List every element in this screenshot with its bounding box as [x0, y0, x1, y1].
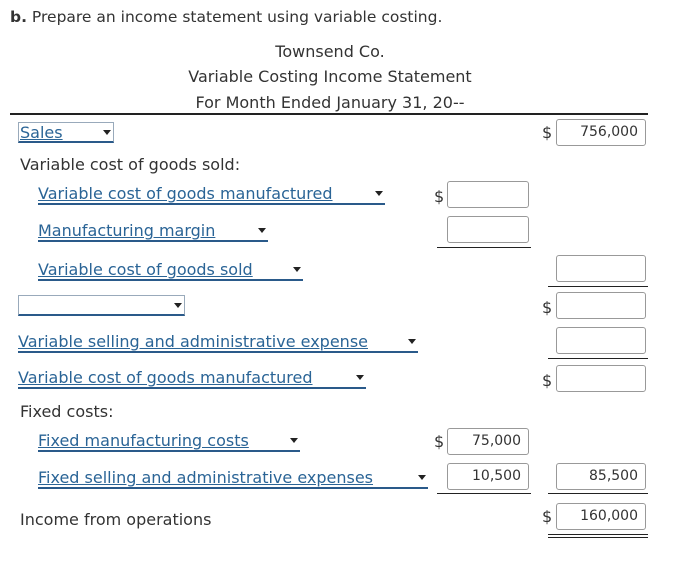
chevron-down-icon [293, 267, 301, 272]
company-name: Townsend Co. [275, 42, 385, 61]
manufacturing-margin-label: Manufacturing margin [38, 221, 216, 240]
vsae-rule [548, 358, 648, 359]
variable-cogs-field[interactable] [556, 255, 646, 282]
statement-title: Variable Costing Income Statement [188, 67, 472, 86]
vcgm2-amount-field[interactable] [556, 365, 646, 392]
chevron-down-icon [258, 228, 266, 233]
subtotal-rule [437, 247, 531, 248]
sales-select[interactable] [18, 122, 114, 143]
manufacturing-margin-select[interactable] [38, 221, 268, 242]
chevron-down-icon [408, 339, 416, 344]
statement-period: For Month Ended January 31, 20-- [195, 93, 465, 112]
fixed-mfg-select-label: Fixed manufacturing costs [38, 431, 249, 450]
question-line [10, 8, 442, 26]
income-dollar: $ [542, 507, 553, 526]
sales-dollar: $ [542, 123, 553, 142]
fixed-costs-heading: Fixed costs: [20, 402, 114, 421]
chevron-down-icon [356, 375, 364, 380]
blank-amount-field[interactable] [556, 292, 646, 319]
question-part: b. [10, 8, 27, 26]
chevron-down-icon [174, 303, 182, 308]
blank-select[interactable] [18, 295, 185, 316]
question-text: Prepare an income statement using variable costing. [31, 8, 443, 26]
fixed-mfg-dollar: $ [434, 432, 445, 451]
vcgm-select-label: Variable cost of goods manufactured [38, 184, 333, 203]
income-amount-field[interactable]: 160,000 [556, 503, 646, 530]
vcgm2-dollar: $ [542, 371, 553, 390]
chevron-down-icon [103, 130, 111, 135]
chevron-down-icon [375, 191, 383, 196]
vsae-select[interactable] [18, 332, 418, 353]
fixed-sa-amount-field[interactable]: 10,500 [447, 463, 529, 490]
fixed-sa-select[interactable] [38, 468, 428, 489]
variable-cogs-select[interactable] [38, 260, 303, 281]
cogs-rule [548, 286, 648, 287]
fixed-sa-select-label: Fixed selling and administrative expenses [38, 468, 374, 487]
vsae-amount-field[interactable] [556, 327, 646, 354]
income-double-rule-top [548, 534, 648, 535]
vcgs-heading: Variable cost of goods sold: [20, 155, 241, 174]
sales-amount-field[interactable]: 756,000 [556, 119, 646, 146]
sales-select-label: Sales [20, 123, 63, 142]
vcgm-select[interactable] [38, 184, 385, 205]
income-label: Income from operations [20, 510, 212, 529]
vcgm2-select[interactable] [18, 368, 366, 389]
chevron-down-icon [418, 475, 426, 480]
fixed-mfg-amount-field[interactable]: 75,000 [447, 428, 529, 455]
vcgm2-select-label: Variable cost of goods manufactured [18, 368, 313, 387]
variable-cogs-label: Variable cost of goods sold [38, 260, 253, 279]
vcgm-dollar: $ [434, 187, 445, 206]
chevron-down-icon [290, 438, 298, 443]
vcgm-amount-field[interactable] [447, 181, 529, 208]
header-rule [10, 113, 648, 115]
blank-dollar: $ [542, 298, 553, 317]
fixed-mfg-select[interactable] [38, 431, 300, 452]
vsae-select-label: Variable selling and administrative expense [18, 332, 368, 351]
fixed-total-rule [548, 493, 648, 494]
fixed-total-field[interactable]: 85,500 [556, 463, 646, 490]
manufacturing-margin-field[interactable] [447, 216, 529, 243]
fixed-sa-rule [437, 493, 531, 494]
income-double-rule-bottom [548, 537, 648, 538]
